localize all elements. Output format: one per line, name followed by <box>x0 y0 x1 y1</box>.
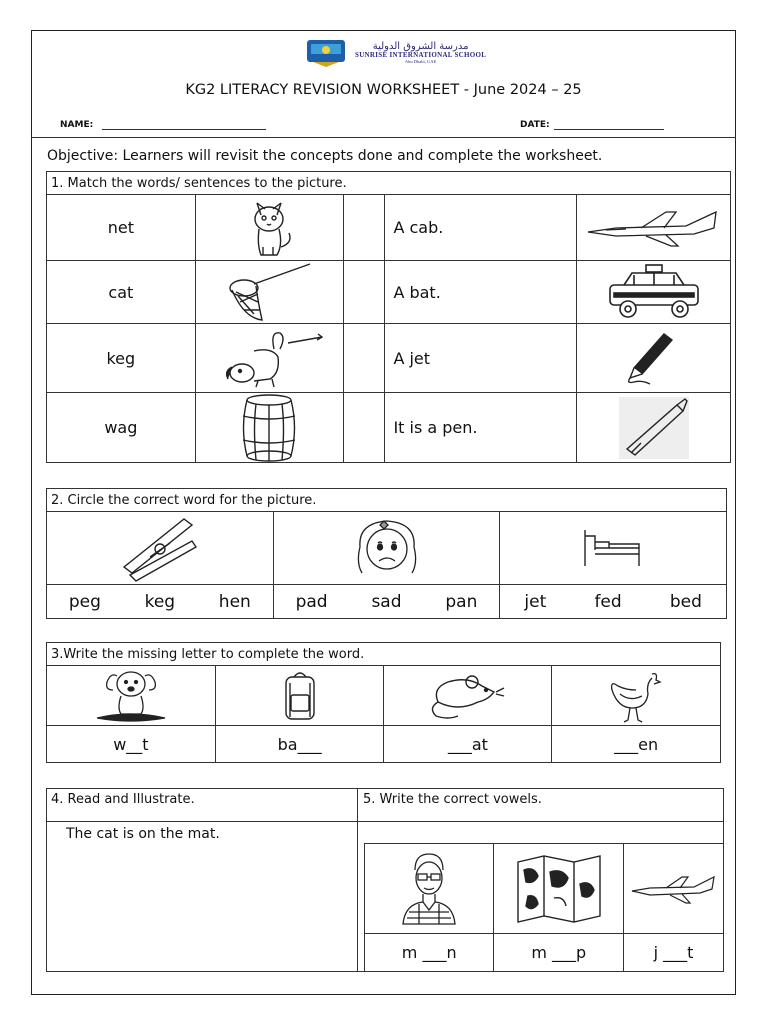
peg-picture-icon <box>120 513 200 583</box>
dog-wagging-picture-cell[interactable] <box>195 324 343 393</box>
match-word-cell <box>47 261 196 324</box>
section1-table <box>46 171 731 463</box>
missing-letter-word[interactable]: w__t <box>47 726 216 763</box>
section4-heading: 4. Read and Illustrate. <box>51 792 195 807</box>
match-sentence-cell <box>385 324 577 393</box>
divider-cell <box>343 393 385 463</box>
bag-picture-cell <box>215 666 384 726</box>
jet-picture-icon <box>586 208 721 248</box>
name-field[interactable] <box>102 129 266 130</box>
vowel-word[interactable]: m ___p <box>494 934 624 972</box>
match-sentence-cell <box>385 261 577 324</box>
word-option[interactable]: bed <box>669 591 702 612</box>
jet-picture-cell <box>624 844 724 934</box>
word-option[interactable]: jet <box>524 591 547 612</box>
section3-heading: 3.Write the missing letter to complete the word. <box>47 643 721 666</box>
illustrate-sentence: The cat is on the mat. <box>66 826 220 842</box>
dog-wagging-picture-icon <box>214 327 324 389</box>
match-word: cat <box>108 282 134 302</box>
header-divider <box>31 137 736 138</box>
section4-5-header-line <box>46 821 724 822</box>
cat-picture-icon <box>239 197 299 259</box>
bed-picture-cell <box>500 512 727 585</box>
match-sentence: A cab. <box>393 218 444 237</box>
match-sentence-cell <box>385 393 577 463</box>
objective-text: Objective: Learners will revisit the concepts done and complete the worksheet. <box>47 148 603 164</box>
jet-picture-cell[interactable] <box>577 195 731 261</box>
word-option[interactable]: sad <box>371 591 402 612</box>
hen-picture-icon <box>606 668 666 724</box>
sad-face-picture-cell <box>273 512 500 585</box>
bat-picture-icon <box>619 397 689 459</box>
divider-cell <box>343 324 385 393</box>
wet-dog-picture-icon <box>91 668 171 724</box>
missing-letter-word[interactable]: ___en <box>552 726 721 763</box>
date-label: DATE: <box>520 120 550 130</box>
match-word: keg <box>106 348 136 368</box>
section5-heading: 5. Write the correct vowels. <box>363 792 542 807</box>
school-name-english: SUNRISE INTERNATIONAL SCHOOL <box>355 51 487 60</box>
section4-5-divider <box>357 788 358 972</box>
school-name-arabic: مدرسة الشروق الدولية <box>372 40 469 52</box>
rat-picture-cell <box>384 666 552 726</box>
net-picture-cell[interactable] <box>195 261 343 324</box>
match-sentence: A bat. <box>393 282 441 302</box>
match-word: net <box>107 218 134 237</box>
pen-picture-icon <box>624 328 684 388</box>
word-options-cell <box>273 585 500 619</box>
divider-cell <box>343 261 385 324</box>
name-label: NAME: <box>60 120 94 130</box>
match-sentence-cell <box>385 195 577 261</box>
vowel-word[interactable]: m ___n <box>365 934 494 972</box>
cat-picture-cell[interactable] <box>195 195 343 261</box>
pen-picture-cell[interactable] <box>577 324 731 393</box>
map-picture-cell <box>494 844 624 934</box>
word-option[interactable]: keg <box>144 591 176 612</box>
school-logo <box>305 38 486 68</box>
bat-picture-cell[interactable] <box>577 393 731 463</box>
match-sentence: A jet <box>393 348 431 368</box>
peg-picture-cell <box>47 512 274 585</box>
barrel-picture-cell[interactable] <box>195 393 343 463</box>
worksheet-title: KG2 LITERACY REVISION WORKSHEET - June 2024 – 25 <box>185 82 582 98</box>
map-picture-icon <box>514 854 604 924</box>
jet-small-picture-icon <box>630 873 718 905</box>
bag-picture-icon <box>280 669 320 723</box>
net-picture-icon <box>224 262 314 322</box>
match-word-cell <box>47 195 196 261</box>
match-word-cell <box>47 324 196 393</box>
word-option[interactable]: peg <box>68 591 101 612</box>
sad-face-picture-icon <box>352 517 422 579</box>
word-option[interactable]: pan <box>445 591 478 612</box>
word-options-cell <box>47 585 274 619</box>
illustration-area[interactable] <box>66 848 350 966</box>
word-option[interactable]: pad <box>295 591 328 612</box>
cab-picture-icon <box>604 263 704 321</box>
rat-picture-icon <box>428 672 508 720</box>
word-option[interactable]: fed <box>594 591 622 612</box>
match-sentence: It is a pen. <box>393 418 478 437</box>
bed-picture-icon <box>581 526 645 570</box>
date-field[interactable] <box>554 129 664 130</box>
section2-heading: 2. Circle the correct word for the picture. <box>47 489 727 512</box>
school-crest-icon <box>305 38 347 68</box>
section5-table <box>364 843 724 972</box>
man-picture-icon <box>399 852 459 926</box>
section1-heading: 1. Match the words/ sentences to the picture. <box>47 172 731 195</box>
match-word-cell <box>47 393 196 463</box>
man-picture-cell <box>365 844 494 934</box>
word-options-cell <box>500 585 727 619</box>
school-city: Abu Dhabi, UAE <box>404 58 437 64</box>
word-option[interactable]: hen <box>218 591 251 612</box>
missing-letter-word[interactable]: ba___ <box>215 726 384 763</box>
missing-letter-word[interactable]: ___at <box>384 726 552 763</box>
vowel-word[interactable]: j ___t <box>624 934 724 972</box>
section2-table <box>46 488 727 619</box>
cab-picture-cell[interactable] <box>577 261 731 324</box>
hen-picture-cell <box>552 666 721 726</box>
wet-dog-picture-cell <box>47 666 216 726</box>
match-word: wag <box>104 418 138 437</box>
divider-cell <box>343 195 385 261</box>
barrel-picture-icon <box>238 394 300 462</box>
section3-table <box>46 642 721 763</box>
